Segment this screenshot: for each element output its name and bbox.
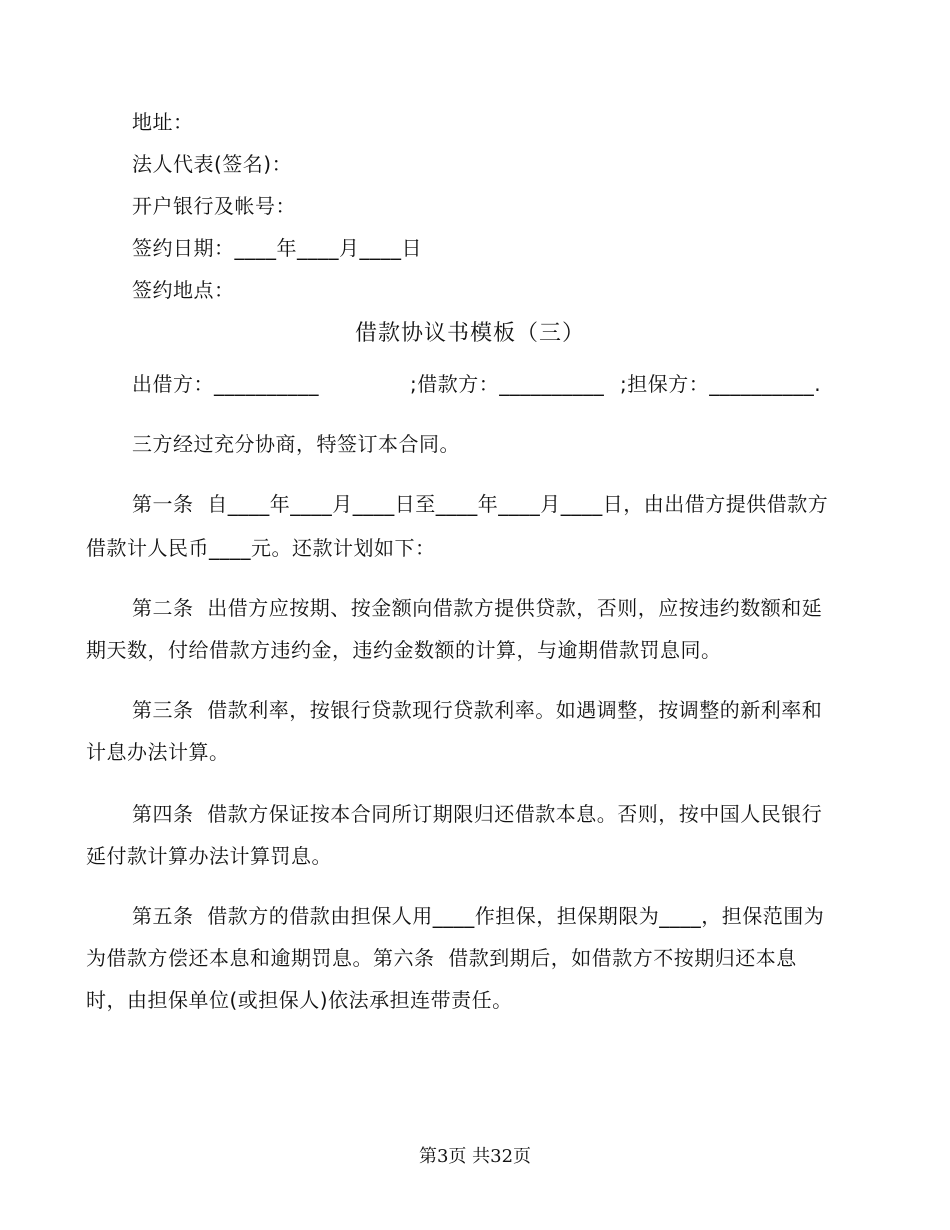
article-3-line-1: 第三条 借款利率，按银行贷款现行贷款利率。如遇调整，按调整的新利率和: [132, 698, 823, 722]
intro-paragraph: 三方经过充分协商，特签订本合同。: [132, 432, 460, 456]
article-1-line-2: 借款计人民币____元。还款计划如下：: [86, 536, 436, 560]
legal-rep-field: 法人代表(签名)：: [132, 152, 293, 176]
borrower-field: ;借款方：__________: [410, 372, 605, 396]
article-5-line-2: 为借款方偿还本息和逾期罚息。第六条 借款到期后，如借款方不按期归还本息: [86, 946, 797, 970]
article-2-line-1: 第二条 出借方应按期、按金额向借款方提供贷款，否则，应按违约数额和延: [132, 596, 823, 620]
sign-date-field: 签约日期：____年____月____日: [132, 236, 422, 260]
article-5-line-1: 第五条 借款方的借款由担保人用____作担保，担保期限为____，担保范围为: [132, 904, 825, 928]
article-3-line-2: 计息办法计算。: [86, 740, 230, 764]
article-1-line-1: 第一条 自____年____月____日至____年____月____日，由出借方提供借款方: [132, 492, 829, 516]
sign-place-field: 签约地点：: [132, 278, 235, 302]
page-number-footer: 第3页 共32页: [418, 1146, 532, 1167]
document-title: 借款协议书模板（三）: [354, 321, 585, 346]
article-4-line-1: 第四条 借款方保证按本合同所订期限归还借款本息。否则，按中国人民银行: [132, 802, 823, 826]
article-4-line-2: 延付款计算办法计算罚息。: [86, 844, 332, 868]
lender-field: 出借方：__________: [132, 372, 319, 396]
bank-account-field: 开户银行及帐号：: [132, 194, 296, 218]
article-2-line-2: 期天数，付给借款方违约金，违约金数额的计算，与逾期借款罚息同。: [86, 638, 722, 662]
article-5-line-3: 时，由担保单位(或担保人)依法承担连带责任。: [86, 988, 513, 1012]
guarantor-field: ;担保方：__________.: [620, 372, 822, 396]
address-field: 地址：: [132, 110, 194, 134]
